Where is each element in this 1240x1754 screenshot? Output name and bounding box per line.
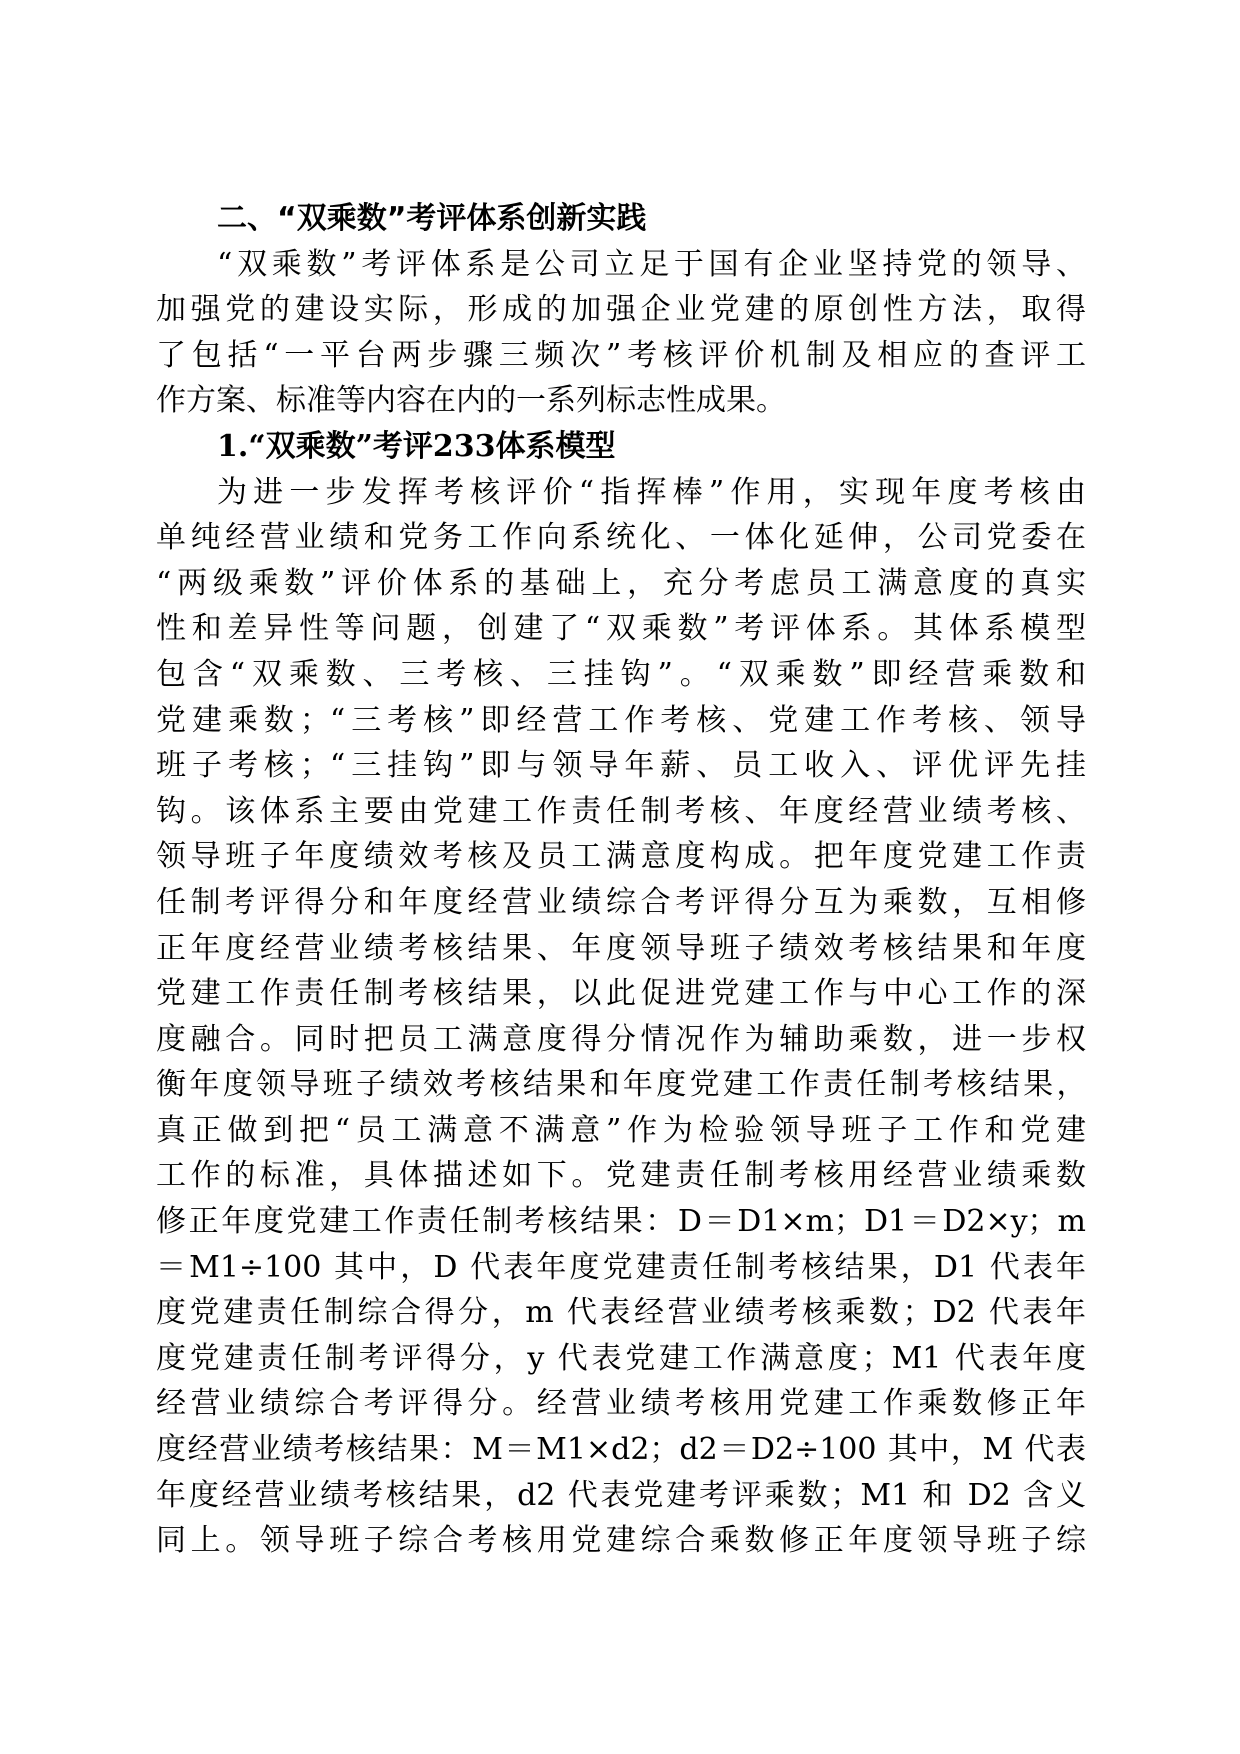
paragraph-line: 度融合。同时把员工满意度得分情况作为辅助乘数，进一步权: [156, 1021, 1086, 1057]
paragraph-line: 度党建责任制综合得分，m 代表经营业绩考核乘数；D2 代表年: [156, 1295, 1086, 1331]
paragraph-line: 钩。该体系主要由党建工作责任制考核、年度经营业绩考核、: [156, 793, 1086, 829]
paragraph-line: 加强党的建设实际，形成的加强企业党建的原创性方法，取得: [156, 292, 1086, 328]
paragraph-line: 班子考核；“三挂钩”即与领导年薪、员工收入、评优评先挂: [156, 748, 1086, 784]
paragraph-line: 包含“双乘数、三考核、三挂钩”。“双乘数”即经营乘数和: [156, 656, 1086, 692]
paragraph-line: 度党建责任制考评得分，y 代表党建工作满意度；M1 代表年度: [156, 1340, 1086, 1376]
paragraph-line: 度经营业绩考核结果：M＝M1×d2；d2＝D2÷100 其中，M 代表: [156, 1432, 1086, 1468]
paragraph-line: 党建乘数；“三考核”即经营工作考核、党建工作考核、领导: [156, 702, 1086, 738]
paragraph-line: 作方案、标准等内容在内的一系列标志性成果。: [156, 383, 786, 419]
paragraph-line: 工作的标准，具体描述如下。党建责任制考核用经营业绩乘数: [156, 1158, 1086, 1194]
paragraph-line: ＝M1÷100 其中，D 代表年度党建责任制考核结果，D1 代表年: [156, 1249, 1086, 1285]
paragraph-line: 年度经营业绩考核结果，d2 代表党建考评乘数；M1 和 D2 含义: [156, 1477, 1086, 1513]
paragraph-line: 单纯经营业绩和党务工作向系统化、一体化延伸，公司党委在: [156, 520, 1086, 556]
paragraph-line: 衡年度领导班子绩效考核结果和年度党建工作责任制考核结果，: [156, 1067, 1086, 1103]
paragraph-line: 同上。领导班子综合考核用党建综合乘数修正年度领导班子综: [156, 1523, 1086, 1559]
paragraph-model: [156, 470, 1086, 1564]
paragraph-line: 经营业绩综合考评得分。经营业绩考核用党建工作乘数修正年: [156, 1386, 1086, 1422]
paragraph-line: 任制考评得分和年度经营业绩综合考评得分互为乘数，互相修: [156, 884, 1086, 920]
paragraph-line: “两级乘数”评价体系的基础上，充分考虑员工满意度的真实: [156, 565, 1086, 601]
paragraph-line: 了包括“一平台两步骤三频次”考核评价机制及相应的查评工: [156, 337, 1086, 373]
paragraph-line: 性和差异性等问题，创建了“双乘数”考评体系。其体系模型: [156, 611, 1086, 647]
section-heading: 二、“双乘数”考评体系创新实践: [217, 201, 647, 236]
paragraph-line: 真正做到把“员工满意不满意”作为检验领导班子工作和党建: [156, 1112, 1086, 1148]
paragraph-line: 为进一步发挥考核评价“指挥棒”作用，实现年度考核由: [217, 474, 1086, 510]
paragraph-intro: [156, 242, 1086, 424]
paragraph-line: 正年度经营业绩考核结果、年度领导班子绩效考核结果和年度: [156, 930, 1086, 966]
paragraph-line: 修正年度党建工作责任制考核结果：D＝D1×m；D1＝D2×y；m: [156, 1204, 1086, 1240]
document-body: [156, 196, 1086, 1564]
paragraph-line: 领导班子年度绩效考核及员工满意度构成。把年度党建工作责: [156, 839, 1086, 875]
paragraph-line: “双乘数”考评体系是公司立足于国有企业坚持党的领导、: [217, 246, 1086, 282]
subsection-heading: 1.“双乘数”考评233体系模型: [217, 428, 616, 464]
paragraph-line: 党建工作责任制考核结果，以此促进党建工作与中心工作的深: [156, 976, 1086, 1012]
